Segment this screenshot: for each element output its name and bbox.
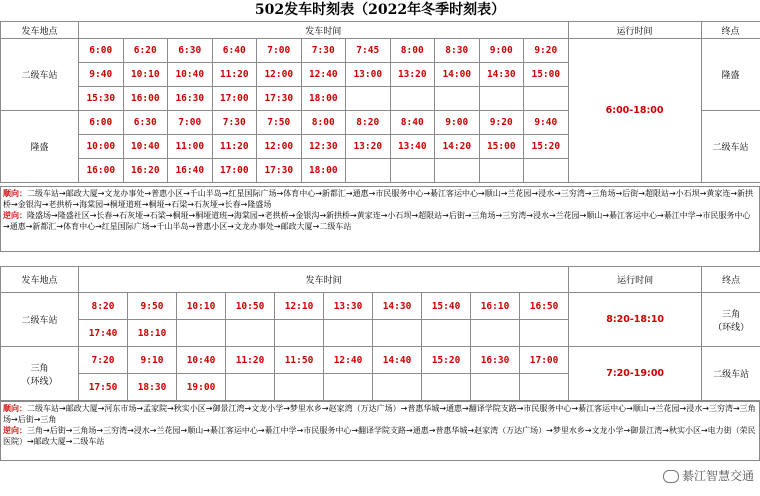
departure-time: 10:00: [79, 135, 124, 159]
departure-time: [479, 87, 524, 111]
origin-name: 二级车站: [21, 316, 58, 326]
departure-time: [177, 320, 226, 347]
departure-time: 17:00: [212, 159, 257, 183]
reverse-label: 逆向：: [3, 211, 27, 220]
departure-time: [520, 374, 569, 401]
departure-time: 11:50: [275, 347, 324, 374]
departure-time: 8:00: [390, 39, 435, 63]
departure-time: [435, 87, 480, 111]
departure-time: 9:40: [79, 63, 124, 87]
departure-time: 8:20: [79, 293, 128, 320]
departure-time: 18:00: [301, 159, 346, 183]
departure-time: 6:00: [79, 111, 124, 135]
departure-time: 10:40: [123, 135, 168, 159]
departure-time: 9:50: [128, 293, 177, 320]
departure-time: 15:00: [524, 63, 569, 87]
departure-time: 13:30: [324, 293, 373, 320]
run-time-cell: 8:20-18:10: [569, 293, 702, 347]
origin-cell: [1, 347, 79, 401]
departure-time: 9:10: [128, 347, 177, 374]
departure-time: 18:10: [128, 320, 177, 347]
header-terminus: 终点: [702, 267, 760, 293]
wechat-icon: [663, 470, 679, 483]
departure-time: 17:00: [212, 87, 257, 111]
departure-time: 11:20: [212, 63, 257, 87]
departure-time: 7:00: [168, 111, 213, 135]
departure-time: 19:00: [177, 374, 226, 401]
route-description-502-loop: [0, 401, 760, 461]
departure-time: 13:20: [346, 135, 391, 159]
header-run-time: 运行时间: [568, 22, 701, 39]
departure-time: 17:00: [520, 347, 569, 374]
terminus-note: （环线）: [713, 322, 750, 333]
forward-stops: 二级车站→邮政大厦→文龙办事处→普惠小区→千山半岛→红星国际广场→体育中心→新都汇→通惠→市民服务中心→綦江客运中心→顺山→兰花园→浸水→三穷湾→三角场→后街→超限站→小石坝→黄家连→新拱桥→金银沟→老拱桥→海棠园→桐垭道班→桐垭→石梁→石灰垭→长春→隆盛场: [3, 189, 754, 209]
departure-time: [275, 320, 324, 347]
header-origin: 发车地点: [1, 22, 79, 39]
time-row: [1, 39, 760, 63]
timetable-502: [0, 21, 760, 183]
departure-time: [373, 320, 422, 347]
origin-note: （环线）: [21, 376, 58, 387]
departure-time: [390, 159, 435, 183]
departure-time: [524, 87, 569, 111]
header-terminus: 终点: [701, 22, 760, 39]
terminus-cell: [702, 293, 760, 347]
departure-time: [520, 320, 569, 347]
departure-time: 11:20: [212, 135, 257, 159]
watermark-text: 綦江智慧交通: [681, 469, 754, 483]
departure-time: 7:20: [79, 347, 128, 374]
departure-time: 14:20: [435, 135, 480, 159]
time-row: [1, 347, 760, 374]
departure-time: 8:40: [390, 111, 435, 135]
forward-label: 顺向：: [3, 404, 27, 413]
departure-time: 13:40: [390, 135, 435, 159]
departure-time: [373, 374, 422, 401]
terminus-cell: 二级车站: [701, 111, 760, 183]
departure-time: 10:40: [177, 347, 226, 374]
departure-time: 18:00: [301, 87, 346, 111]
departure-time: [422, 374, 471, 401]
departure-time: 6:20: [123, 39, 168, 63]
departure-time: 12:40: [324, 347, 373, 374]
departure-time: 16:50: [520, 293, 569, 320]
timetable-502-loop: [0, 266, 760, 401]
departure-time: 15:20: [524, 135, 569, 159]
reverse-stops: 隆盛场→隆盛社区→长春→石灰垭→石梁→桐垭→桐垭道班→海棠园→老拱桥→金银沟→新拱桥→黄家连→小石坝→超限站→后街→三角场→三穷湾→浸水→兰花园→顺山→綦江客运中心→綦江中学→市民服务中心→通惠→新都汇→体育中心→红星国际广场→千山半岛→普惠小区→文龙办事处→邮政大厦→二级车站: [3, 211, 751, 231]
origin-name: 三角: [30, 363, 49, 374]
departure-time: [471, 320, 520, 347]
forward-label: 顺向：: [3, 189, 27, 198]
departure-time: 14:30: [479, 63, 524, 87]
departure-time: 10:50: [226, 293, 275, 320]
departure-time: [479, 159, 524, 183]
departure-time: [471, 374, 520, 401]
departure-time: 15:40: [422, 293, 471, 320]
departure-time: 16:00: [79, 159, 124, 183]
header-times: 发车时间: [79, 22, 569, 39]
reverse-stops: 三角→后街→三角场→三穷湾→浸水→兰花园→顺山→綦江客运中心→綦江中学→市民服务中心→翻译学院支路→通惠→普惠华城→赵家湾（万达广场）→梦里水乡→文龙小学→御景江湾→秋实小区→电力街（荣民医院）→邮政大厦→二级车站: [3, 426, 756, 446]
departure-time: 13:20: [390, 63, 435, 87]
reverse-label: 逆向：: [3, 426, 27, 435]
departure-time: 11:00: [168, 135, 213, 159]
departure-time: 14:00: [435, 63, 480, 87]
departure-time: 17:30: [257, 159, 302, 183]
departure-time: 10:10: [123, 63, 168, 87]
route-forward: [3, 188, 757, 210]
departure-time: 16:30: [168, 87, 213, 111]
departure-time: [226, 320, 275, 347]
route-forward: [3, 403, 757, 425]
watermark: [663, 467, 754, 484]
route-reverse: [3, 210, 757, 232]
departure-time: [422, 320, 471, 347]
departure-time: [346, 87, 391, 111]
origin-cell: [1, 293, 79, 347]
departure-time: 9:00: [479, 39, 524, 63]
departure-time: 10:10: [177, 293, 226, 320]
departure-time: 7:30: [212, 111, 257, 135]
departure-time: 17:40: [79, 320, 128, 347]
departure-time: 16:00: [123, 87, 168, 111]
departure-time: [324, 374, 373, 401]
departure-time: 8:30: [435, 39, 480, 63]
departure-time: [346, 159, 391, 183]
departure-time: 15:00: [479, 135, 524, 159]
departure-time: 12:00: [257, 63, 302, 87]
departure-time: 9:40: [524, 111, 569, 135]
departure-time: 14:30: [373, 293, 422, 320]
departure-time: 6:40: [212, 39, 257, 63]
header-times: 发车时间: [79, 267, 569, 293]
departure-time: 15:20: [422, 347, 471, 374]
departure-time: 16:30: [471, 347, 520, 374]
departure-time: 6:00: [79, 39, 124, 63]
route-reverse: [3, 425, 757, 447]
departure-time: [324, 320, 373, 347]
departure-time: [524, 159, 569, 183]
route-description-502: [0, 186, 760, 252]
origin-cell: 二级车站: [1, 39, 79, 111]
departure-time: 9:20: [524, 39, 569, 63]
departure-time: 6:30: [123, 111, 168, 135]
origin-cell: 隆盛: [1, 111, 79, 183]
departure-time: 7:00: [257, 39, 302, 63]
page-title: 502发车时刻表（2022年冬季时刻表）: [254, 2, 506, 18]
departure-time: 12:10: [275, 293, 324, 320]
departure-time: 7:30: [301, 39, 346, 63]
departure-time: 12:00: [257, 135, 302, 159]
departure-time: 16:10: [471, 293, 520, 320]
departure-time: 18:30: [128, 374, 177, 401]
departure-time: 10:40: [168, 63, 213, 87]
departure-time: 12:30: [301, 135, 346, 159]
departure-time: [275, 374, 324, 401]
terminus-name: 三角: [722, 309, 741, 320]
departure-time: 15:30: [79, 87, 124, 111]
departure-time: [226, 374, 275, 401]
departure-time: 13:00: [346, 63, 391, 87]
run-time-cell: 7:20-19:00: [569, 347, 702, 401]
departure-time: 8:20: [346, 111, 391, 135]
run-time-cell: 6:00-18:00: [568, 39, 701, 183]
departure-time: 12:40: [301, 63, 346, 87]
time-row: [1, 293, 760, 320]
departure-time: 7:45: [346, 39, 391, 63]
departure-time: 17:30: [257, 87, 302, 111]
terminus-cell: [702, 347, 760, 401]
terminus-name: 二级车站: [713, 370, 750, 380]
departure-time: 9:00: [435, 111, 480, 135]
forward-stops: 二级车站→邮政大厦→河东市场→孟家院→秋实小区→御景江湾→文龙小学→梦里水乡→赵家湾（万达广场）→普惠华城→通惠→翻译学院支路→市民服务中心→綦江客运中心→顺山→兰花园→浸水→三穷湾→三角场→后街→三角: [3, 404, 756, 424]
departure-time: 8:00: [301, 111, 346, 135]
departure-time: 6:30: [168, 39, 213, 63]
departure-time: 11:20: [226, 347, 275, 374]
header-run-time: 运行时间: [569, 267, 702, 293]
header-origin: 发车地点: [1, 267, 79, 293]
departure-time: 16:20: [123, 159, 168, 183]
departure-time: [435, 159, 480, 183]
departure-time: 14:40: [373, 347, 422, 374]
departure-time: 17:50: [79, 374, 128, 401]
departure-time: 7:50: [257, 111, 302, 135]
departure-time: 9:20: [479, 111, 524, 135]
terminus-cell: 隆盛: [701, 39, 760, 111]
departure-time: [390, 87, 435, 111]
departure-time: 16:40: [168, 159, 213, 183]
